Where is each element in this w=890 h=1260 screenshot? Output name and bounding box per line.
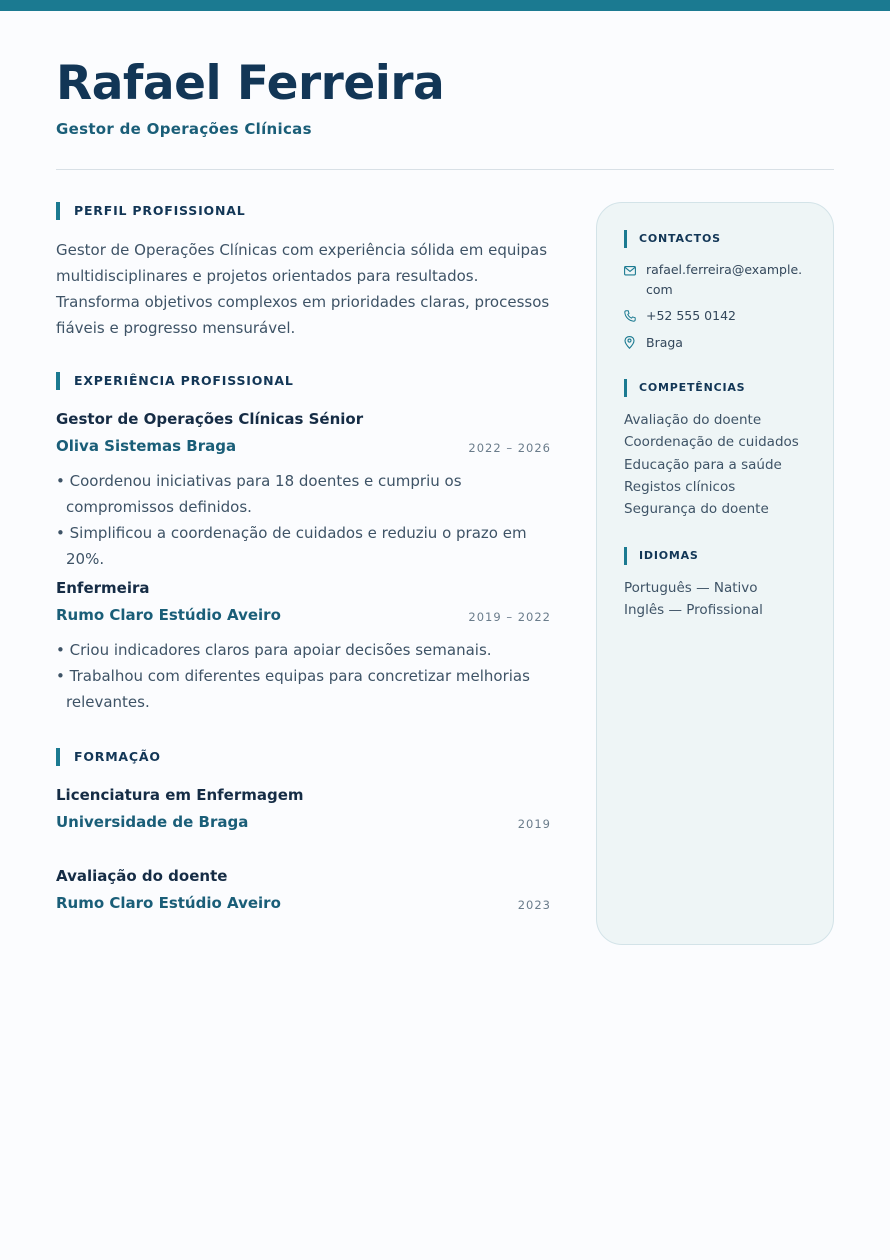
contact-phone[interactable] [624,306,804,326]
education-year: 2019 [517,817,551,831]
degree-title: Avaliação do doente [56,867,228,885]
bullet-item: • Criou indicadores claros para apoiar decisões semanais. [56,637,556,663]
header-divider [56,169,834,170]
contact-location [624,333,804,353]
contacts-heading: CONTACTOS [624,230,721,248]
languages-list [624,577,763,622]
experience-heading: EXPERIÊNCIA PROFISSIONAL [56,372,294,390]
institution-name: Rumo Claro Estúdio Aveiro [56,894,281,912]
skill-item: Coordenação de cuidados [624,434,799,451]
skills-list [624,409,799,520]
bullet-item: • Coordenou iniciativas para 18 doentes e cumpriu os compromissos definidos. [56,468,556,520]
email-text: rafael.ferreira@example.com [646,262,803,297]
phone-text: +52 555 0142 [646,308,736,323]
profile-text: Gestor de Operações Clínicas com experiência sólida em equipas multidisciplinares e projetos orientados para resultados. Transforma objetivos complexos em prioridades claras, processos fiáveis e progresso mensurável. [56,241,550,337]
contact-email[interactable] [624,260,804,300]
location-text: Braga [646,335,683,350]
location-pin-icon [624,333,646,353]
job-bullets [56,637,556,715]
education-year: 2023 [517,898,551,912]
job-dates: 2022 – 2026 [468,441,551,455]
job-title: Enfermeira [56,579,150,597]
skill-item: Avaliação do doente [624,412,762,428]
sidebar-panel [596,202,834,945]
skill-item: Registos clínicos [624,478,736,495]
job-title: Gestor de Operações Clínicas Sénior [56,410,364,428]
education-heading: FORMAÇÃO [56,748,161,766]
job-dates: 2019 – 2022 [468,610,551,624]
skill-item: Segurança do doente [624,501,769,518]
job-bullets [56,468,556,572]
job-company: Oliva Sistemas Braga [56,437,237,455]
languages-heading: IDIOMAS [624,547,699,565]
job-company: Rumo Claro Estúdio Aveiro [56,606,281,624]
phone-icon [624,306,646,326]
degree-title: Licenciatura em Enfermagem [56,786,304,804]
skills-heading: COMPETÊNCIAS [624,379,745,397]
candidate-title: Gestor de Operações Clínicas [56,120,312,138]
candidate-name: Rafael Ferreira [56,56,445,111]
bullet-item: • Simplificou a coordenação de cuidados e reduziu o prazo em 20%. [56,520,556,572]
bullet-item: • Trabalhou com diferentes equipas para concretizar melhorias relevantes. [56,663,556,715]
top-accent-bar [0,0,890,11]
skill-item: Educação para a saúde [624,456,782,473]
mail-icon [624,260,646,300]
profile-heading: PERFIL PROFISSIONAL [56,202,245,220]
institution-name: Universidade de Braga [56,813,249,831]
language-item: Português — Nativo [624,580,758,596]
language-item: Inglês — Profissional [624,602,763,619]
